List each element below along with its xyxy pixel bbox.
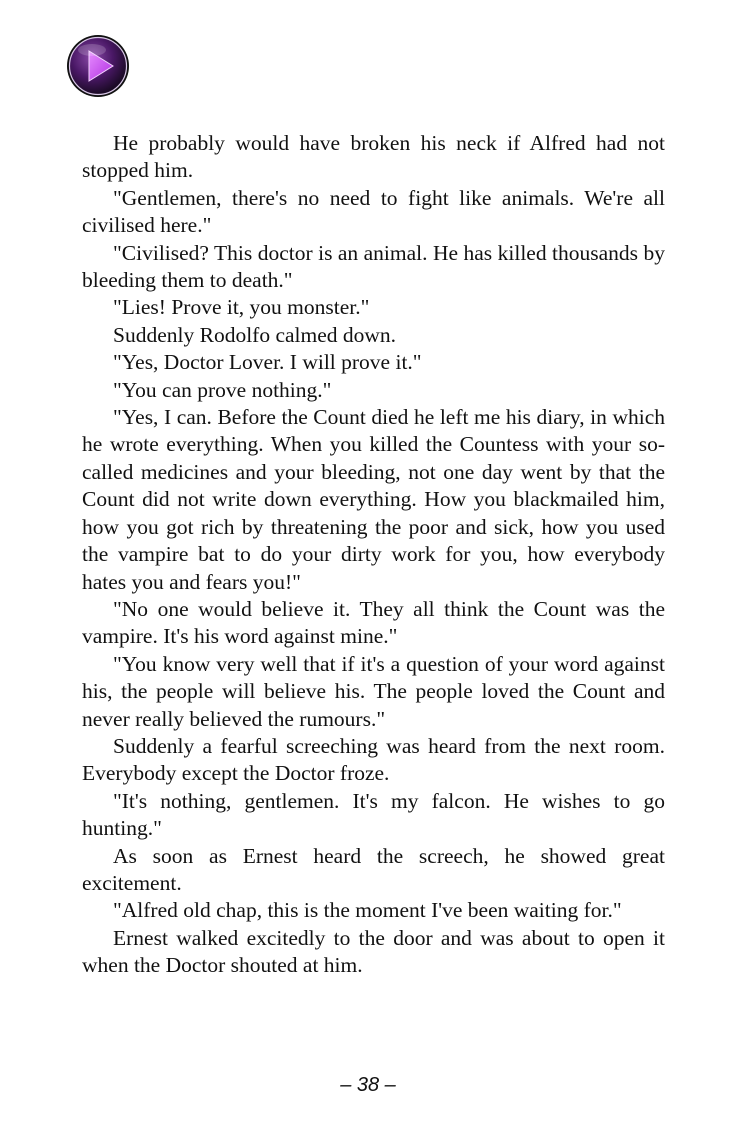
paragraph: "No one would believe it. They all think the Count was the vampire. It's his word against mine." bbox=[82, 596, 665, 649]
play-icon bbox=[66, 34, 130, 98]
paragraph: "Gentlemen, there's no need to fight like animals. We're all civilised here." bbox=[82, 185, 665, 238]
paragraph: "Lies! Prove it, you monster." bbox=[113, 295, 370, 320]
paragraph: "Civilised? This doctor is an animal. He has killed thousands by bleeding them to death." bbox=[82, 240, 665, 293]
paragraph: "It's nothing, gentlemen. It's my falcon. He wishes to go hunting." bbox=[82, 788, 665, 841]
page-number: – 38 – bbox=[340, 1074, 396, 1096]
paragraph: "You can prove nothing." bbox=[113, 377, 332, 402]
page-body-text bbox=[82, 130, 665, 980]
paragraph: Suddenly a fearful screeching was heard from the next room. Everybody except the Doctor froze. bbox=[82, 733, 665, 786]
paragraph: He probably would have broken his neck if Alfred had not stopped him. bbox=[82, 131, 665, 183]
paragraph: "Yes, Doctor Lover. I will prove it." bbox=[113, 350, 422, 375]
paragraph: As soon as Ernest heard the screech, he showed great excitement. bbox=[82, 843, 665, 895]
paragraph: "You know very well that if it's a question of your word against his, the people will believe his. The people loved the Count and never really believed the rumours." bbox=[82, 651, 665, 731]
paragraph: "Yes, I can. Before the Count died he left me his diary, in which he wrote everything. When you killed the Countess with your so-called medicines and your bleeding, not one day went by that the Count did not write down everything. How you blackmailed him, how you got rich by threatening the poor and sick, how you used the vampire bat to do your dirty work for you, how everybody hates you and fears you!" bbox=[82, 405, 665, 594]
paragraph: Suddenly Rodolfo calmed down. bbox=[113, 322, 397, 347]
paragraph: "Alfred old chap, this is the moment I've been waiting for." bbox=[113, 898, 622, 923]
paragraph: Ernest walked excitedly to the door and was about to open it when the Doctor shouted at him. bbox=[82, 925, 665, 978]
play-button[interactable] bbox=[66, 34, 130, 98]
